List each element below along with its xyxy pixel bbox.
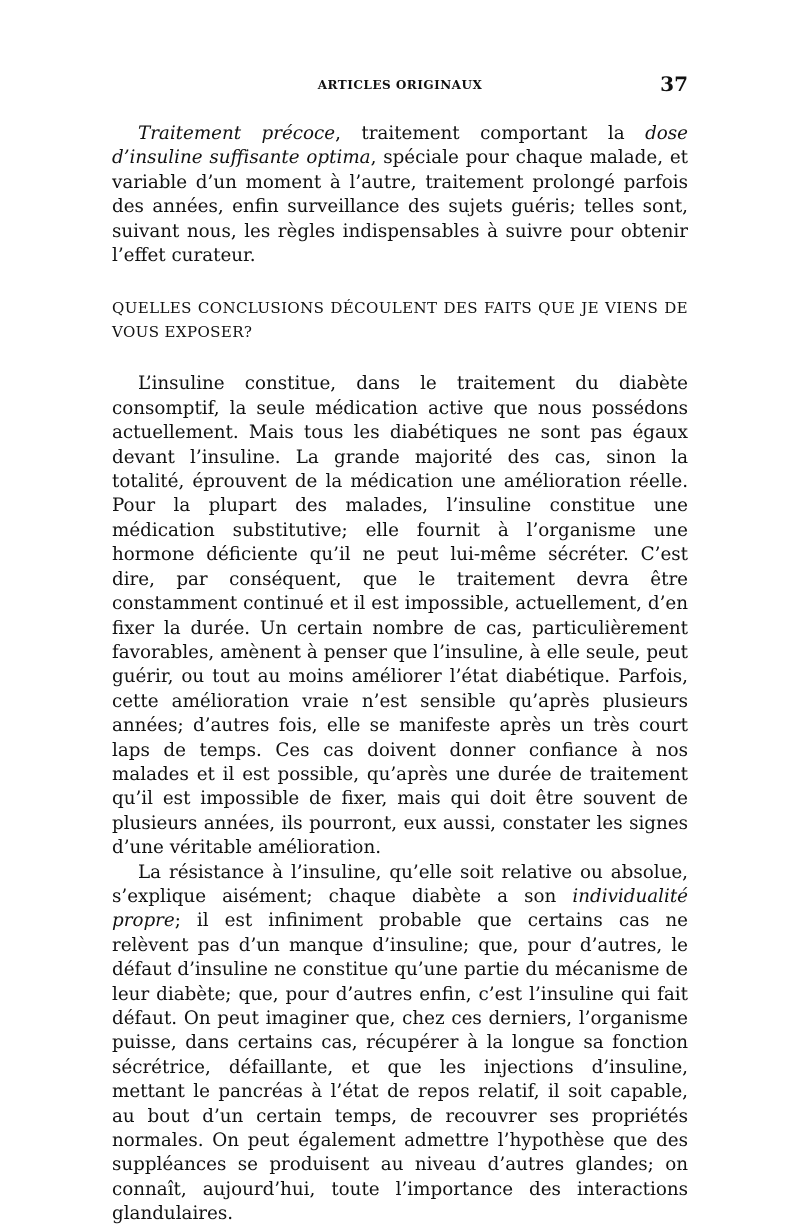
emphasis-early-treatment: Traitement précoce [138, 123, 336, 144]
paragraph-insulin-resistance [112, 861, 688, 1227]
paragraph-treatment-rules [112, 122, 688, 268]
running-title: ARTICLES ORIGINAUX [317, 78, 483, 92]
paragraph-1-text-2: , spéciale pour chaque malade, et variable d’un moment à l’autre, traitement prolongé parfois des années, enfin surveillance des sujets guéris; telles sont, suivant nous, les règles indispensables à suivre pour obtenir l’effet curateur. [112, 147, 688, 267]
paragraph-3-text-1: La résistance à l’insuline, qu’elle soit relative ou absolue, s’explique aisément; chaque diabète a son [112, 861, 688, 907]
book-page [112, 72, 688, 1227]
emphasis-individuality: individualité propre [112, 885, 688, 932]
emphasis-optimal-dose: dose d’insuline suffisante optima [112, 123, 688, 169]
paragraph-3-text-2: ; il est infiniment probable que certains cas ne relèvent pas d’un manque d’insuline; que, pour d’autres, le défaut d’insuline ne constitue qu’une partie du mécanisme de leur diabète; que, pour d’autres enfin, c’est l’insuline qui fait défaut. On peut imaginer que, chez ces derniers, l’organisme puisse, dans certains cas, récupérer à la longue sa fonction sécrétrice, défaillante, et que les injections d’insuline, mettant le pancréas à l’état de repos relatif, il soit capable, au bout d’un certain temps, de recouvrer ses propriétés normales. On peut également admettre l’hypothèse que des suppléances se produisent au niveau d’autres glandes; on connaît, aujourd’hui, toute l’importance des interactions glandulaires. [112, 910, 688, 1225]
running-head [112, 72, 688, 102]
paragraph-1-text-1: , traitement comportant la [335, 123, 646, 144]
paragraph-insulin-conclusions: L’insuline constitue, dans le traitement du diabète consomptif, la seule médication active que nous possédons actuellement. Mais tous les diabétiques ne sont pas égaux devant l’insuline. La grande majorité des cas, sinon la totalité, éprouvent de la médication une amélioration réelle. Pour la plupart des malades, l’insuline constitue une médication substitutive; elle fournit à l’organisme une hormone déficiente qu’il ne peut lui-même sécréter. C’est dire, par conséquent, que le traitement devra être constamment continué et il est impossible, actuellement, d’en fixer la durée. Un certain nombre de cas, particulièrement favorables, amènent à penser que l’insuline, à elle seule, peut guérir, ou tout au moins améliorer l’état diabétique. Parfois, cette amélioration vraie n’est sensible qu’après plusieurs années; d’autres fois, elle se manifeste après un très court laps de temps. Ces cas doivent donner confiance à nos malades et il est possible, qu’après une durée de traitement qu’il est impossible de fixer, mais qui doit être souvent de plusieurs années, ils pourront, eux aussi, constater les signes d’une véritable amélioration. [112, 373, 688, 859]
page-number: 37 [660, 72, 688, 96]
section-question-heading: QUELLES CONCLUSIONS DÉCOULENT DES FAITS QUE JE VIENS DE VOUS EXPOSER? [112, 299, 688, 342]
